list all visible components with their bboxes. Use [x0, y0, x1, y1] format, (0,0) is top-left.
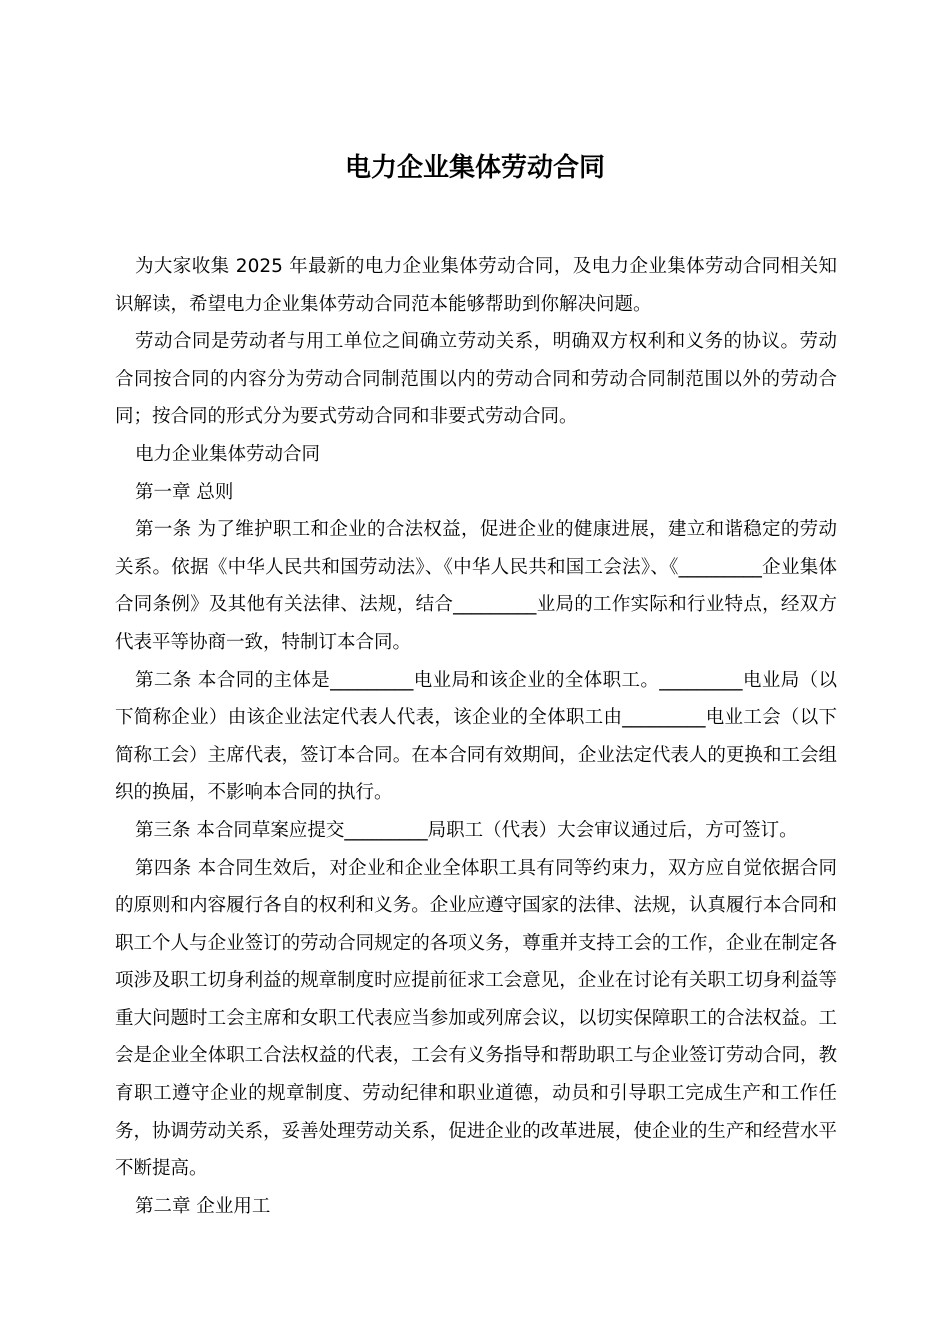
article-4: 第四条 本合同生效后，对企业和企业全体职工具有同等约束力，双方应自觉依据合同的原则和内容履行各自的权利和义务。企业应遵守国家的法律、法规，认真履行本合同和职工个人与企业签订的劳动合同规定的各项义务，尊重并支持工会的工作，企业在制定各项涉及职工切身利益的规章制度时应提前征求工会意见，企业在讨论有关职工切身利益等重大问题时工会主席和女职工代表应当参加或列席会议，以切实保障职工的合法权益。工会是企业全体职工合法权益的代表，工会有义务指导和帮助职工与企业签订劳动合同，教育职工遵守企业的规章制度、劳动纪律和职业道德，动员和引导职工完成生产和工作任务，协调劳动关系，妥善处理劳动关系，促进企业的改革进展，使企业的生产和经营水平不断提高。 [115, 857, 837, 1180]
definition-paragraph: 劳动合同是劳动者与用工单位之间确立劳动关系，明确双方权利和义务的协议。劳动合同按合同的内容分为劳动合同制范围以内的劳动合同和劳动合同制范围以外的劳动合同；按合同的形式分为要式劳动合同和非要式劳动合同。 [115, 331, 837, 428]
article-1: 第一条 为了维护职工和企业的合法权益，促进企业的健康进展，建立和谐稳定的劳动关系。依据《中华人民共和国劳动法》、《中华人民共和国工会法》、《_________企业集体合同条例》及其他有关法律、法规，结合_________业局的工作实际和行业特点，经双方代表平等协商一致，特制订本合同。 [115, 519, 837, 653]
intro-paragraph: 为大家收集 2025 年最新的电力企业集体劳动合同，及电力企业集体劳动合同相关知识解读，希望电力企业集体劳动合同范本能够帮助到你解决问题。 [115, 256, 837, 315]
document-title: 电力企业集体劳动合同 [344, 153, 605, 184]
chapter-2-heading: 第二章 企业用工 [135, 1195, 271, 1217]
article-2: 第二条 本合同的主体是_________电业局和该企业的全体职工。_________电业局（以下简称企业）由该企业法定代表人代表，该企业的全体职工由_________电业工会（以下简称工会）主席代表，签订本合同。在本合同有效期间，企业法定代表人的更换和工会组织的换届，不影响本合同的执行。 [115, 669, 837, 804]
chapter-1-heading: 第一章 总则 [135, 481, 234, 503]
contract-heading: 电力企业集体劳动合同 [135, 443, 321, 465]
article-3: 第三条 本合同草案应提交_________局职工（代表）大会审议通过后，方可签订。 [135, 819, 798, 841]
document-body [115, 248, 837, 1225]
